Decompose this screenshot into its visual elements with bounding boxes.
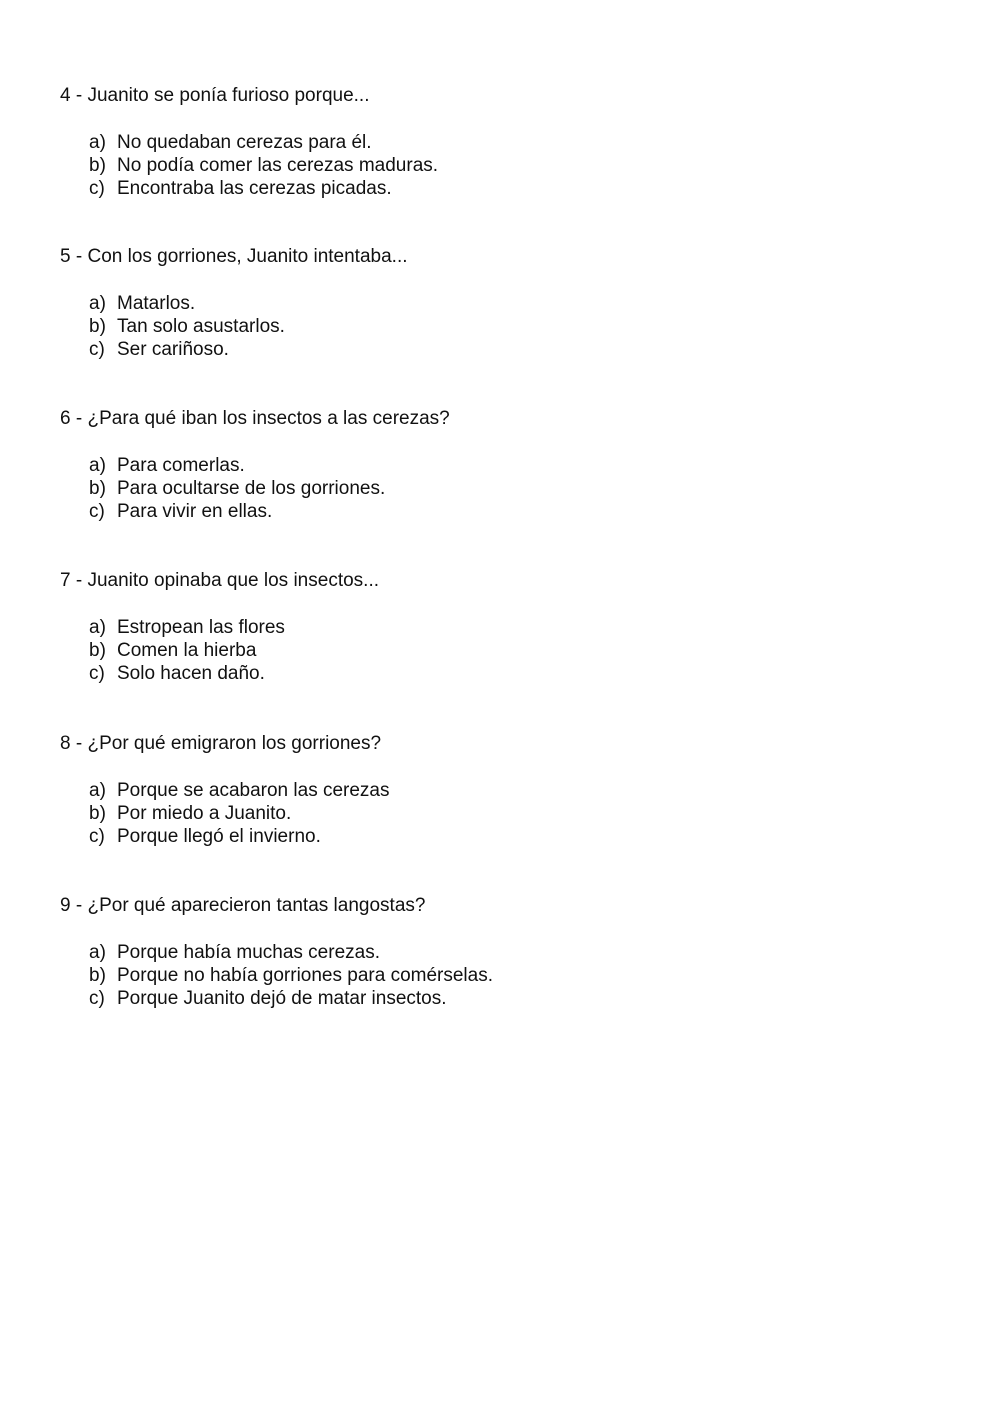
question-4 bbox=[60, 85, 940, 200]
question-number: 4 bbox=[60, 85, 71, 106]
option-text: Porque llegó el invierno. bbox=[117, 826, 321, 847]
option-text: Solo hacen daño. bbox=[117, 663, 265, 684]
option-c[interactable] bbox=[89, 662, 940, 685]
option-letter: a) bbox=[89, 132, 106, 153]
option-b[interactable] bbox=[89, 154, 940, 177]
question-text: ¿Por qué aparecieron tantas langostas? bbox=[87, 895, 426, 916]
options-list bbox=[60, 941, 940, 1010]
option-letter: b) bbox=[89, 155, 106, 176]
question-8 bbox=[60, 733, 940, 848]
question-separator: - bbox=[70, 733, 88, 754]
question-separator: - bbox=[70, 408, 88, 429]
question-text: Juanito opinaba que los insectos... bbox=[87, 570, 379, 591]
option-c[interactable] bbox=[89, 987, 940, 1010]
option-b[interactable] bbox=[89, 315, 940, 338]
question-prompt bbox=[60, 408, 940, 430]
question-separator: - bbox=[70, 246, 88, 267]
option-letter: b) bbox=[89, 965, 106, 986]
question-prompt bbox=[60, 570, 940, 592]
question-number: 9 bbox=[60, 895, 71, 916]
option-letter: a) bbox=[89, 942, 106, 963]
option-letter: a) bbox=[89, 455, 106, 476]
option-letter: c) bbox=[89, 826, 105, 847]
option-text: Para ocultarse de los gorriones. bbox=[117, 478, 386, 499]
option-text: Porque Juanito dejó de matar insectos. bbox=[117, 988, 447, 1009]
options-list bbox=[60, 779, 940, 848]
option-letter: b) bbox=[89, 316, 106, 337]
option-text: Encontraba las cerezas picadas. bbox=[117, 178, 392, 199]
option-c[interactable] bbox=[89, 500, 940, 523]
question-text: Con los gorriones, Juanito intentaba... bbox=[87, 246, 408, 267]
option-letter: c) bbox=[89, 501, 105, 522]
option-c[interactable] bbox=[89, 177, 940, 200]
option-a[interactable] bbox=[89, 292, 940, 315]
option-letter: a) bbox=[89, 617, 106, 638]
question-separator: - bbox=[70, 85, 88, 106]
question-separator: - bbox=[70, 570, 88, 591]
option-text: Para comerlas. bbox=[117, 455, 245, 476]
question-separator: - bbox=[70, 895, 88, 916]
question-number: 6 bbox=[60, 408, 71, 429]
question-prompt bbox=[60, 733, 940, 755]
option-text: Matarlos. bbox=[117, 293, 196, 314]
options-list bbox=[60, 616, 940, 685]
option-text: Comen la hierba bbox=[117, 640, 257, 661]
question-6 bbox=[60, 408, 940, 523]
option-text: Para vivir en ellas. bbox=[117, 501, 273, 522]
option-a[interactable] bbox=[89, 779, 940, 802]
question-text: ¿Por qué emigraron los gorriones? bbox=[87, 733, 382, 754]
question-prompt bbox=[60, 895, 940, 917]
option-text: No quedaban cerezas para él. bbox=[117, 132, 372, 153]
options-list bbox=[60, 454, 940, 523]
option-letter: a) bbox=[89, 293, 106, 314]
option-letter: b) bbox=[89, 478, 106, 499]
option-text: Ser cariñoso. bbox=[117, 339, 229, 360]
option-text: Estropean las flores bbox=[117, 617, 285, 638]
question-9 bbox=[60, 895, 940, 1010]
option-letter: b) bbox=[89, 640, 106, 661]
option-a[interactable] bbox=[89, 131, 940, 154]
question-prompt bbox=[60, 246, 940, 268]
question-number: 5 bbox=[60, 246, 71, 267]
option-letter: b) bbox=[89, 803, 106, 824]
option-a[interactable] bbox=[89, 616, 940, 639]
option-letter: a) bbox=[89, 780, 106, 801]
option-c[interactable] bbox=[89, 825, 940, 848]
question-text: ¿Para qué iban los insectos a las cerezas? bbox=[87, 408, 450, 429]
option-text: Por miedo a Juanito. bbox=[117, 803, 292, 824]
option-letter: c) bbox=[89, 339, 105, 360]
option-text: Porque no había gorriones para comérselas. bbox=[117, 965, 494, 986]
question-5 bbox=[60, 246, 940, 361]
question-7 bbox=[60, 570, 940, 685]
option-text: Porque había muchas cerezas. bbox=[117, 942, 380, 963]
options-list bbox=[60, 131, 940, 200]
option-b[interactable] bbox=[89, 639, 940, 662]
question-prompt bbox=[60, 85, 940, 107]
option-b[interactable] bbox=[89, 964, 940, 987]
option-b[interactable] bbox=[89, 802, 940, 825]
option-a[interactable] bbox=[89, 454, 940, 477]
question-number: 8 bbox=[60, 733, 71, 754]
question-number: 7 bbox=[60, 570, 71, 591]
option-letter: c) bbox=[89, 178, 105, 199]
option-text: No podía comer las cerezas maduras. bbox=[117, 155, 439, 176]
option-letter: c) bbox=[89, 663, 105, 684]
question-text: Juanito se ponía furioso porque... bbox=[87, 85, 370, 106]
option-letter: c) bbox=[89, 988, 105, 1009]
option-b[interactable] bbox=[89, 477, 940, 500]
option-text: Tan solo asustarlos. bbox=[117, 316, 285, 337]
option-a[interactable] bbox=[89, 941, 940, 964]
option-text: Porque se acabaron las cerezas bbox=[117, 780, 390, 801]
option-c[interactable] bbox=[89, 338, 940, 361]
options-list bbox=[60, 292, 940, 361]
